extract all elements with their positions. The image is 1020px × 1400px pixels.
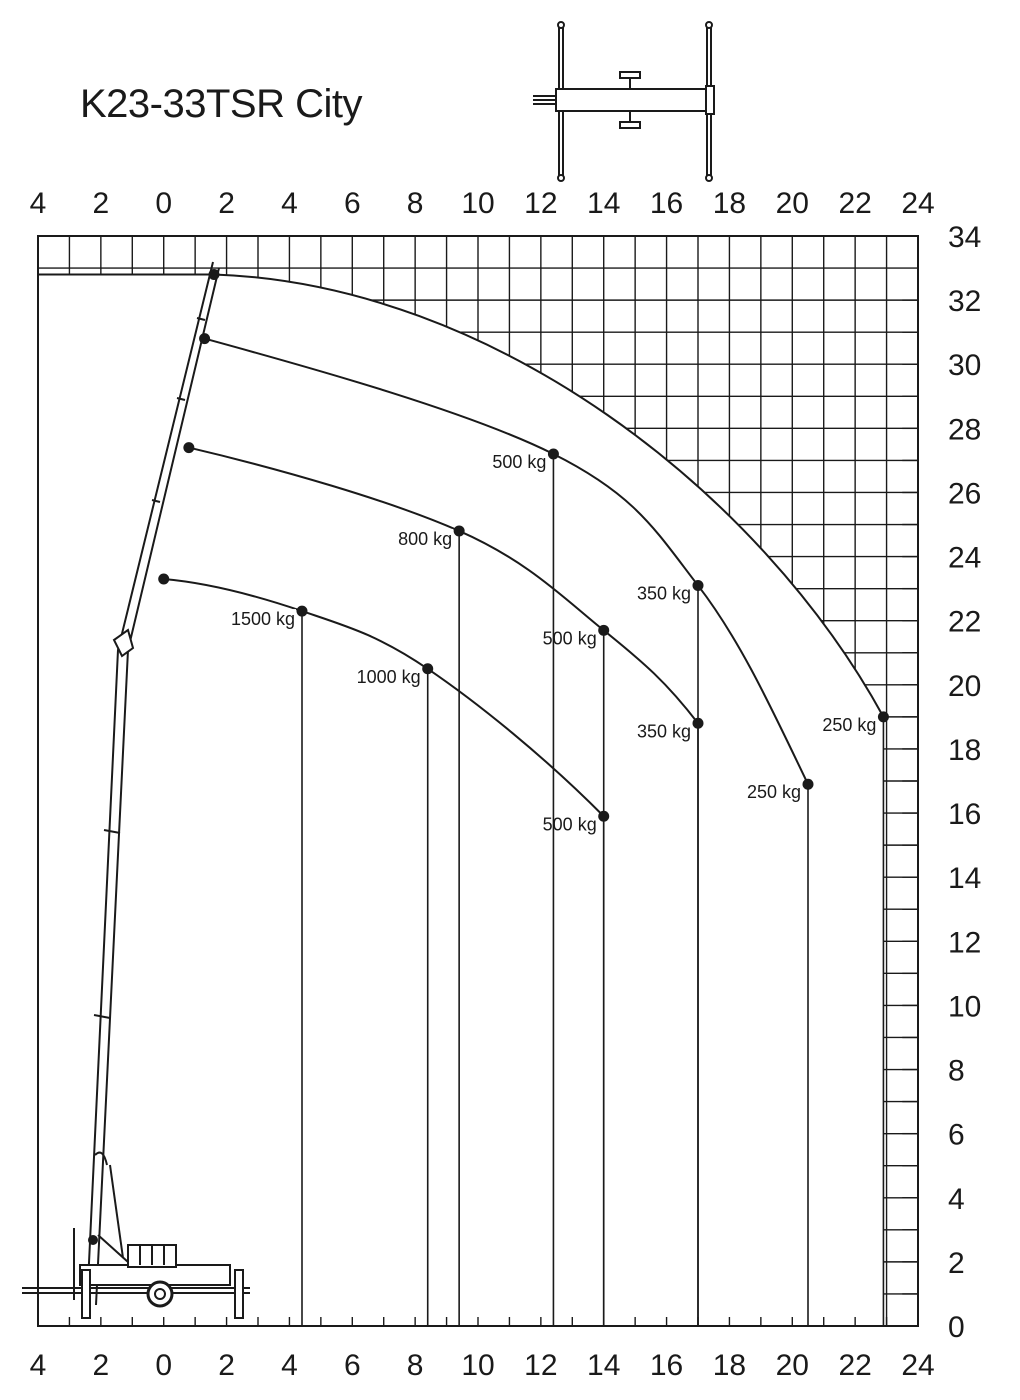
load-label: 350 kg (636, 583, 691, 604)
y-tick-label: 4 (948, 1182, 965, 1216)
load-point (878, 711, 889, 722)
y-tick-label: 16 (948, 798, 982, 832)
load-point (803, 779, 814, 790)
load-label: 350 kg (636, 721, 691, 742)
x-tick-label-top: 22 (838, 187, 872, 220)
y-tick-label: 34 (948, 221, 982, 254)
y-tick-label: 2 (948, 1246, 965, 1280)
x-tick-label-top: 12 (524, 187, 558, 220)
y-tick-label: 8 (948, 1054, 965, 1088)
y-tick-label: 20 (948, 669, 982, 703)
y-tick-label: 0 (948, 1311, 965, 1344)
load-point (158, 574, 169, 585)
x-tick-label-top: 2 (92, 187, 110, 220)
x-tick-label-bottom: 12 (524, 1349, 558, 1382)
x-tick-label-bottom: 2 (92, 1349, 110, 1382)
load-label: 250 kg (822, 714, 877, 735)
x-tick-label-bottom: 22 (838, 1349, 872, 1382)
x-tick-label-top: 14 (587, 187, 621, 220)
y-tick-label: 30 (948, 349, 982, 383)
x-tick-label-bottom: 0 (155, 1349, 173, 1382)
load-label: 500 kg (542, 814, 597, 835)
load-point (548, 449, 559, 460)
x-tick-label-bottom: 10 (461, 1349, 495, 1382)
x-tick-label-bottom: 18 (712, 1349, 747, 1382)
load-point (693, 580, 704, 591)
outrigger-top-view-icon (533, 22, 714, 181)
x-tick-label-bottom: 14 (587, 1349, 621, 1382)
y-tick-label: 18 (948, 733, 982, 767)
x-tick-label-top: 18 (712, 187, 747, 220)
x-tick-label-top: 20 (775, 187, 809, 220)
y-tick-label: 32 (948, 285, 982, 319)
load-point (297, 606, 308, 617)
load-point (454, 525, 465, 536)
x-tick-label-bottom: 2 (218, 1349, 235, 1382)
y-tick-label: 6 (948, 1118, 965, 1152)
x-tick-label-bottom: 16 (649, 1349, 684, 1382)
y-tick-label: 10 (948, 990, 982, 1024)
x-tick-label-bottom: 6 (343, 1349, 361, 1382)
x-tick-label-bottom: 8 (406, 1349, 424, 1382)
x-tick-label-bottom: 20 (775, 1349, 809, 1382)
x-tick-label-top: 4 (29, 187, 47, 220)
x-tick-label-top: 2 (218, 187, 235, 220)
load-point (422, 663, 433, 674)
load-label: 1500 kg (230, 609, 295, 630)
y-tick-label: 24 (948, 541, 982, 575)
load-label: 1000 kg (356, 666, 421, 687)
y-tick-label: 22 (948, 605, 982, 639)
x-tick-label-top: 4 (281, 187, 298, 220)
y-tick-label: 26 (948, 477, 982, 511)
load-point (199, 333, 210, 344)
y-tick-label: 12 (948, 926, 982, 960)
load-label: 800 kg (398, 528, 453, 549)
x-tick-label-top: 16 (649, 187, 684, 220)
load-point (598, 625, 609, 636)
x-tick-label-top: 24 (901, 187, 935, 220)
x-tick-label-bottom: 24 (901, 1349, 935, 1382)
load-label: 250 kg (746, 782, 801, 803)
x-tick-label-bottom: 4 (281, 1349, 298, 1382)
y-tick-label: 28 (948, 413, 982, 447)
chart-title: K23-33TSR City (80, 82, 362, 126)
y-tick-label: 14 (948, 862, 982, 896)
load-label: 500 kg (542, 628, 597, 649)
x-tick-label-top: 8 (406, 187, 424, 220)
load-point (209, 269, 220, 280)
x-tick-label-bottom: 4 (29, 1349, 47, 1382)
x-tick-label-top: 0 (155, 187, 173, 220)
load-point (183, 442, 194, 453)
load-label: 500 kg (492, 452, 547, 472)
x-tick-label-top: 6 (343, 187, 361, 220)
x-tick-label-top: 10 (461, 187, 495, 220)
